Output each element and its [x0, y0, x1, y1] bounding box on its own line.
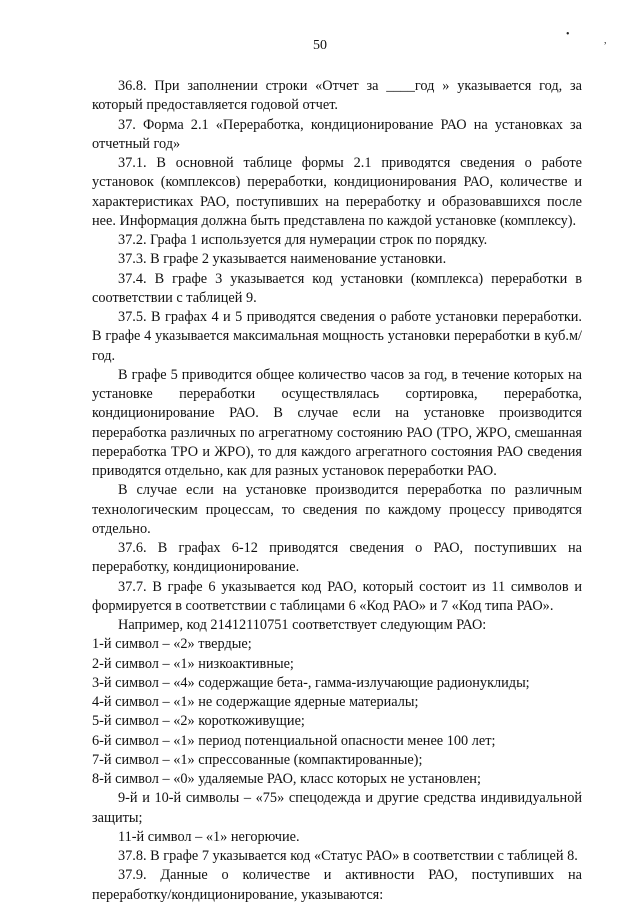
scan-mark: , [604, 35, 607, 46]
list-item: 7-й символ – «1» спрессованные (компактированные); [92, 751, 423, 768]
document-body [92, 77, 582, 905]
paragraph: 37.3. В графе 2 указывается наименование установки. [118, 251, 447, 268]
list-item: 5-й символ – «2» короткоживущие; [92, 713, 305, 730]
paragraph: В графе 5 приводится общее количество часов за год, в течение которых на установке переработки осуществлялась сортировка, переработка, кондиционирование РАО. В случае если на установке производится переработка различных по агрегатному состоянию РАО (ТРО, ЖРО, смешанная переработка ТРО и ЖРО), то для каждого агрегатного состояния РАО сведения приводятся отдельно, как для разных установок переработки РАО. [92, 366, 582, 479]
paragraph: 37.9. Данные о количестве и активности РАО, поступивших на переработку/кондиционирование, указываются: [92, 867, 582, 903]
paragraph: 37.6. В графах 6-12 приводятся сведения о РАО, поступивших на переработку, кондиционирование. [92, 540, 582, 576]
paragraph: Например, код 21412110751 соответствует следующим РАО: [118, 617, 487, 633]
list-item: 1-й символ – «2» твердые; [92, 636, 252, 653]
paragraph: 37.1. В основной таблице формы 2.1 приводятся сведения о работе установок (комплексов) переработки, кондиционирования РАО, количестве и характеристиках РАО, поступивших на переработку и образовавшихся после нее. Информация должна быть представлена по каждой установке (комплексу). [92, 155, 582, 229]
list-item: 9-й и 10-й символы – «75» спецодежда и другие средства индивидуальной защиты; [92, 790, 582, 826]
list-item: 11-й символ – «1» негорючие. [118, 828, 300, 845]
paragraph: 37.5. В графах 4 и 5 приводятся сведения о работе установки переработки. В графе 4 указывается максимальная мощность установки переработки в куб.м/год. [92, 309, 582, 364]
list-item: 2-й символ – «1» низкоактивные; [92, 655, 294, 672]
scan-mark: • [566, 29, 570, 40]
list-item: 3-й символ – «4» содержащие бета-, гамма-излучающие радионуклиды; [92, 674, 530, 691]
paragraph: В случае если на установке производится переработка по различным технологическим процессам, то сведения по каждому процессу приводятся отдельно. [92, 482, 582, 537]
paragraph: 37.8. В графе 7 указывается код «Статус РАО» в соответствии с таблицей 8. [118, 848, 578, 864]
page-number: 50 [313, 38, 327, 53]
list-item: 6-й символ – «1» период потенциальной опасности менее 100 лет; [92, 732, 496, 749]
list-item: 4-й символ – «1» не содержащие ядерные материалы; [92, 694, 419, 710]
paragraph: 37.2. Графа 1 используется для нумерации строк по порядку. [118, 232, 488, 248]
list-item: 8-й символ – «0» удаляемые РАО, класс которых не установлен; [92, 771, 481, 787]
paragraph: 37.7. В графе 6 указывается код РАО, который состоит из 11 символов и формируется в соответствии с таблицами 6 «Код РАО» и 7 «Код типа РАО». [92, 578, 582, 614]
paragraph: 37.4. В графе 3 указывается код установки (комплекса) переработки в соответствии с таблицей 9. [92, 270, 582, 306]
section-heading: 37. Форма 2.1 «Переработка, кондиционирование РАО на установках за отчетный год» [92, 116, 582, 152]
paragraph: 36.8. При заполнении строки «Отчет за ____год » указывается год, за который предоставляется годовой отчет. [92, 78, 582, 114]
